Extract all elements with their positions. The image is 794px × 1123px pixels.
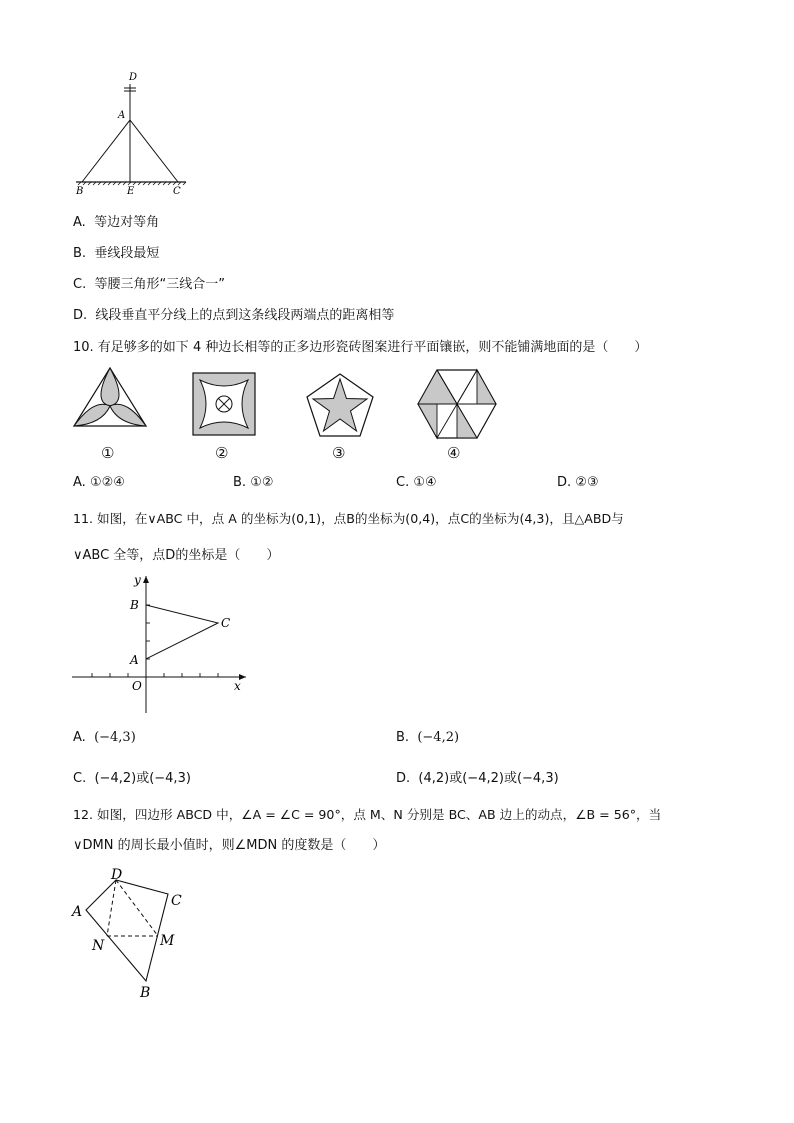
tile-number-4: ④: [447, 444, 461, 462]
tile-number-1: ①: [101, 444, 115, 462]
tile-pentagon: [305, 372, 375, 438]
label-c: C: [171, 893, 182, 909]
option-text: ①②④: [89, 475, 125, 490]
label-a: A: [72, 904, 83, 920]
option-text: ②③: [575, 475, 599, 490]
option-text: (4,2)或(−4,2)或(−4,3): [418, 771, 559, 786]
q9-option-a: [73, 214, 159, 232]
label-d: D: [129, 72, 138, 83]
label-c: C: [221, 616, 231, 630]
option-text: (−4,2): [417, 730, 460, 745]
option-letter: D.: [396, 771, 411, 786]
option-text: 等边对等角: [94, 215, 160, 230]
q10-option-a: [73, 474, 125, 492]
q10-option-c: [396, 474, 437, 492]
tile-triangle: [72, 366, 148, 428]
tile-number-2: ②: [215, 444, 229, 462]
option-letter: C.: [73, 771, 87, 786]
label-m: M: [160, 933, 175, 949]
option-letter: D.: [557, 475, 572, 490]
q11-option-b: [396, 729, 459, 747]
label-d: D: [111, 867, 123, 883]
option-text: 垂线段最短: [94, 246, 160, 261]
option-text: 等腰三角形“三线合一”: [94, 277, 225, 292]
axis-x-label: x: [234, 679, 241, 693]
option-letter: B.: [233, 475, 247, 490]
label-a: A: [118, 110, 126, 121]
q10-stem: 10. 有足够多的如下 4 种边长相等的正多边形瓷砖图案进行平面镶嵌，则不能铺满地面的是（ ）: [73, 340, 648, 355]
q11-option-d: [396, 770, 559, 788]
option-text: 线段垂直平分线上的点到这条线段两端点的距离相等: [95, 308, 395, 323]
label-b: B: [76, 186, 84, 196]
tile-number-3: ③: [332, 444, 346, 462]
label-b: B: [130, 598, 139, 612]
q12-stem-line1: 12. 如图，四边形 ABCD 中，∠A = ∠C = 90°，点 M、N 分别是 BC、AB 边上的动点，∠B = 56°，当: [73, 807, 662, 822]
q11-option-c: [73, 770, 191, 788]
option-letter: B.: [73, 246, 87, 261]
q9-option-b: [73, 245, 159, 263]
label-e: E: [127, 186, 135, 196]
q9-option-d: [73, 307, 394, 325]
label-n: N: [92, 938, 105, 954]
option-letter: A.: [73, 730, 86, 745]
q11-option-a: [73, 729, 136, 747]
option-text: ①④: [413, 475, 437, 490]
option-letter: C.: [396, 475, 410, 490]
q10-option-d: [557, 474, 599, 492]
q9-option-c: [73, 276, 225, 294]
option-letter: C.: [73, 277, 87, 292]
coordinate-figure: [68, 572, 253, 717]
label-b: B: [140, 985, 151, 1001]
pole-figure: [70, 66, 200, 196]
q11-stem-line2: ∨ABC 全等，点D的坐标是（ ）: [73, 548, 280, 563]
origin-label: O: [132, 679, 142, 693]
q10-option-b: [233, 474, 274, 492]
option-letter: D.: [73, 308, 88, 323]
option-letter: A.: [73, 475, 86, 490]
quadrilateral-figure: [70, 866, 200, 1002]
q11-stem-line1: 11. 如图，在∨ABC 中，点 A 的坐标为(0,1)，点B的坐标为(0,4)，点C的坐标为(4,3)，且△ABD与: [73, 511, 624, 526]
option-text: ①②: [250, 475, 274, 490]
tile-hexagon: [416, 368, 498, 440]
label-c: C: [173, 186, 181, 196]
label-a: A: [130, 653, 139, 667]
q12-stem-line2: ∨DMN 的周长最小值时，则∠MDN 的度数是（ ）: [73, 838, 386, 853]
tile-square: [192, 372, 256, 436]
option-letter: B.: [396, 730, 410, 745]
option-text: (−4,3): [94, 730, 136, 745]
option-letter: A.: [73, 215, 86, 230]
axis-y-label: y: [134, 573, 141, 587]
option-text: (−4,2)或(−4,3): [94, 771, 191, 786]
